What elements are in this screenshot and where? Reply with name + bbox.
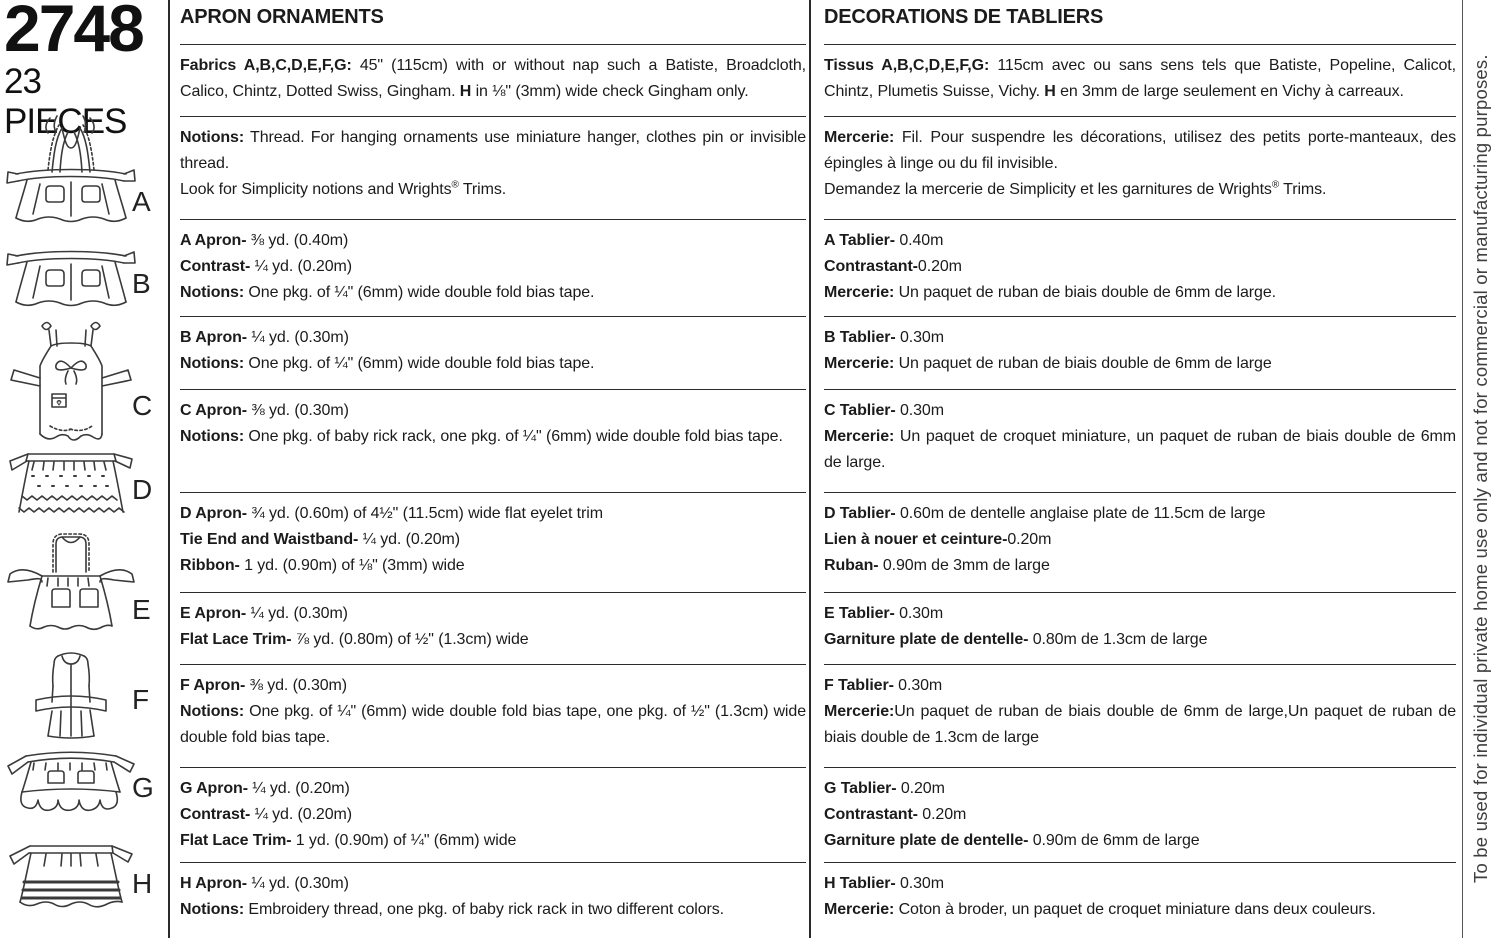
text-line: Ruban- 0.90m de 3mm de large	[824, 557, 1050, 574]
text-line: C Apron- ⅜ yd. (0.30m)	[180, 402, 349, 419]
text-line: B Tablier- 0.30m	[824, 329, 944, 346]
french-section-mercerie	[824, 116, 1456, 219]
text-line: A Apron- ⅜ yd. (0.40m)	[180, 232, 349, 249]
text-line: Fabrics A,B,C,D,E,F,G: 45" (115cm) with or without nap such a Batiste, Broadcloth, Calico, Chintz, Dotted Swiss, Gingham. H in ⅛" (3mm) wide check Gingham only.	[180, 57, 806, 100]
text-line: Contrast- ¼ yd. (0.20m)	[180, 806, 352, 823]
apron-e-drawing	[6, 532, 136, 640]
text-line: Flat Lace Trim- 1 yd. (0.90m) of ¼" (6mm) wide	[180, 832, 517, 849]
english-section-apron-e	[180, 592, 806, 664]
french-section-tablier-f	[824, 664, 1456, 767]
column-divider	[809, 0, 811, 938]
english-column	[180, 0, 806, 938]
text-line: B Apron- ¼ yd. (0.30m)	[180, 329, 349, 346]
text-line: Garniture plate de dentelle- 0.90m de 6mm de large	[824, 832, 1200, 849]
english-title: APRON ORNAMENTS	[180, 6, 384, 28]
english-section-notions	[180, 116, 806, 219]
french-sections	[824, 44, 1456, 938]
text-line: Demandez la mercerie de Simplicity et les garnitures de Wrights® Trims.	[824, 179, 1327, 198]
sidebar-pattern-info	[0, 0, 170, 938]
text-line: F Tablier- 0.30m	[824, 677, 943, 694]
text-line: Contrast- ¼ yd. (0.20m)	[180, 258, 352, 275]
apron-b-label: B	[132, 268, 151, 299]
apron-e-illustration	[6, 532, 136, 645]
text-line: G Tablier- 0.20m	[824, 780, 945, 797]
text-line: Notions: Thread. For hanging ornaments use miniature hanger, clothes pin or invisible thread.	[180, 129, 806, 172]
apron-a-label: A	[132, 186, 151, 217]
french-section-tissus	[824, 44, 1456, 116]
text-line: Mercerie:Un paquet de ruban de biais double de 6mm de large,Un paquet de ruban de biais double de 1.3cm de large	[824, 703, 1456, 746]
text-line: C Tablier- 0.30m	[824, 402, 944, 419]
text-line: Notions: One pkg. of ¼" (6mm) wide double fold bias tape, one pkg. of ½" (1.3cm) wide double fold bias tape.	[180, 703, 806, 746]
apron-g-drawing	[6, 746, 136, 824]
french-title: DECORATIONS DE TABLIERS	[824, 6, 1104, 28]
english-section-fabrics	[180, 44, 806, 116]
english-sections	[180, 44, 806, 938]
text-line: Tissus A,B,C,D,E,F,G: 115cm avec ou sans sens tels que Batiste, Popeline, Calicot, Chintz, Plumetis Suisse, Vichy. H en 3mm de large seulement en Vichy à carreaux.	[824, 57, 1456, 100]
apron-d-drawing	[6, 446, 136, 520]
apron-a-drawing	[6, 114, 136, 228]
notice-divider	[1462, 0, 1463, 938]
usage-notice: To be used for individual private home use only and not for commercial or manufacturing purposes.	[1470, 54, 1491, 884]
english-section-apron-h	[180, 862, 806, 938]
text-line: A Tablier- 0.40m	[824, 232, 944, 249]
apron-h-illustration	[6, 838, 136, 919]
text-line: F Apron- ⅜ yd. (0.30m)	[180, 677, 348, 694]
text-line: D Apron- ¾ yd. (0.60m) of 4½" (11.5cm) wide flat eyelet trim	[180, 505, 603, 522]
french-section-tablier-a	[824, 219, 1456, 316]
text-line: Mercerie: Un paquet de ruban de biais double de 6mm de large.	[824, 284, 1276, 301]
text-line: Mercerie: Un paquet de ruban de biais double de 6mm de large	[824, 355, 1272, 372]
french-section-tablier-g	[824, 767, 1456, 862]
text-line: Mercerie: Un paquet de croquet miniature, un paquet de ruban de biais double de 6mm de large.	[824, 428, 1456, 471]
text-line: Contrastant- 0.20m	[824, 806, 967, 823]
english-section-apron-a	[180, 219, 806, 316]
text-line: Lien à nouer et ceinture-0.20m	[824, 531, 1052, 548]
french-section-tablier-b	[824, 316, 1456, 389]
text-line: E Tablier- 0.30m	[824, 605, 944, 622]
apron-h-drawing	[6, 838, 136, 914]
apron-b-illustration	[6, 244, 136, 319]
apron-f-label: F	[132, 684, 150, 715]
english-section-apron-b	[180, 316, 806, 389]
text-line: Flat Lace Trim- ⅞ yd. (0.80m) of ½" (1.3cm) wide	[180, 631, 529, 648]
text-line: H Tablier- 0.30m	[824, 875, 944, 892]
text-line: Mercerie: Coton à broder, un paquet de croquet miniature dans deux couleurs.	[824, 901, 1376, 918]
text-line: Notions: One pkg. of ¼" (6mm) wide double fold bias tape.	[180, 355, 595, 372]
text-line: H Apron- ¼ yd. (0.30m)	[180, 875, 349, 892]
english-section-apron-c	[180, 389, 806, 492]
french-section-tablier-d	[824, 492, 1456, 592]
apron-g-illustration	[6, 746, 136, 829]
text-line: Notions: One pkg. of ¼" (6mm) wide double fold bias tape.	[180, 284, 595, 301]
text-line: Contrastant-0.20m	[824, 258, 962, 275]
apron-e-label: E	[132, 594, 151, 625]
text-line: E Apron- ¼ yd. (0.30m)	[180, 605, 348, 622]
french-section-tablier-h	[824, 862, 1456, 938]
apron-c-illustration	[6, 318, 136, 453]
apron-d-illustration	[6, 446, 136, 525]
text-line: Ribbon- 1 yd. (0.90m) of ⅛" (3mm) wide	[180, 557, 465, 574]
english-section-apron-d	[180, 492, 806, 592]
apron-f-drawing	[6, 648, 136, 744]
text-line: Look for Simplicity notions and Wrights® Trims.	[180, 179, 507, 198]
french-column	[824, 0, 1456, 938]
apron-d-label: D	[132, 474, 153, 505]
text-line: G Apron- ¼ yd. (0.20m)	[180, 780, 350, 797]
apron-f-illustration	[6, 648, 136, 749]
apron-b-drawing	[6, 244, 136, 314]
apron-g-label: G	[132, 772, 154, 803]
apron-h-label: H	[132, 868, 153, 899]
french-section-tablier-e	[824, 592, 1456, 664]
text-line: Mercerie: Fil. Pour suspendre les décorations, utilisez des petits porte-manteaux, des épingles à linge ou du fil invisible.	[824, 129, 1456, 172]
pieces-count: 23 PIECES	[4, 62, 127, 141]
apron-c-label: C	[132, 390, 153, 421]
text-line: Garniture plate de dentelle- 0.80m de 1.3cm de large	[824, 631, 1208, 648]
text-line: Tie End and Waistband- ¼ yd. (0.20m)	[180, 531, 461, 548]
text-line: D Tablier- 0.60m de dentelle anglaise plate de 11.5cm de large	[824, 505, 1266, 522]
french-section-tablier-c	[824, 389, 1456, 492]
text-line: Notions: One pkg. of baby rick rack, one pkg. of ¼" (6mm) wide double fold bias tape.	[180, 428, 783, 445]
pattern-number: 2748	[4, 0, 143, 65]
apron-c-drawing	[6, 318, 136, 448]
text-line: Notions: Embroidery thread, one pkg. of baby rick rack in two different colors.	[180, 901, 725, 918]
english-section-apron-g	[180, 767, 806, 862]
apron-a-illustration	[6, 114, 136, 233]
english-section-apron-f	[180, 664, 806, 767]
